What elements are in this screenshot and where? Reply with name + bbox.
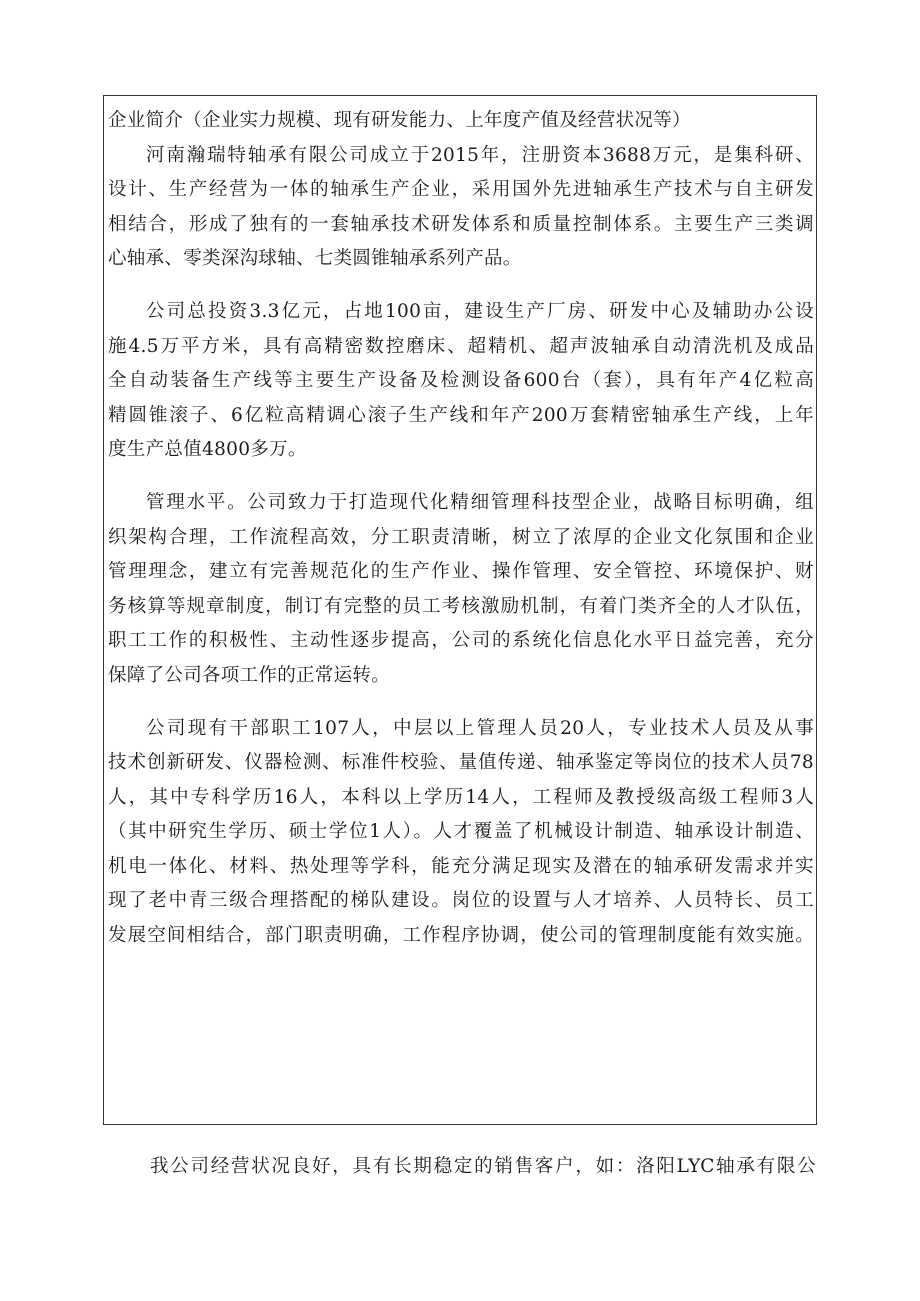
text-line: 技术创新研发、仪器检测、标准件校验、量值传递、轴承鉴定等岗位的技术人员78 [108,752,814,774]
text-line: 心轴承、零类深沟球轴、七类圆锥轴承系列产品。 [108,248,522,270]
text-line: （其中研究生学历、硕士学位1人）。人才覆盖了机械设计制造、轴承设计制造、 [108,821,814,843]
section-heading: 企业简介（企业实力规模、现有研发能力、上年度产值及经营状况等） [108,110,691,131]
text-line: 相结合，形成了独有的一套轴承技术研发体系和质量控制体系。主要生产三类调 [108,213,814,235]
text-line: 现了老中青三级合理搭配的梯队建设。岗位的设置与人才培养、人员特长、员工 [108,890,814,912]
text-line: 精圆锥滚子、6亿粒高精调心滚子生产线和年产200万套精密轴承生产线，上年 [108,404,814,426]
paragraph-investment [108,295,814,468]
text-line: 管理水平。公司致力于打造现代化精细管理科技型企业，战略目标明确，组 [146,491,814,513]
paragraph-management [108,486,814,694]
continuation-paragraph: 我公司经营状况良好，具有长期稳定的销售客户，如：洛阳LYC轴承有限公 [150,1156,816,1177]
text-line: 施4.5万平方米，具有高精密数控磨床、超精机、超声波轴承自动清洗机及成品 [108,335,814,357]
text-line: 保障了公司各项工作的正常运转。 [108,664,391,686]
text-line: 公司现有干部职工107人，中层以上管理人员20人，专业技术人员及从事 [146,717,814,739]
text-line: 全自动装备生产线等主要生产设备及检测设备600台（套），具有年产4亿粒高 [108,370,814,392]
text-line: 公司总投资3.3亿元，占地100亩，建设生产厂房、研发中心及辅助办公设 [146,300,814,322]
text-line: 务核算等规章制度，制订有完整的员工考核激励机制，有着门类齐全的人才队伍， [108,595,814,617]
company-profile-table-cell [103,95,817,1125]
text-line: 度生产总值4800多万。 [108,439,307,461]
text-line: 机电一体化、材料、热处理等学科，能充分满足现实及潜在的轴承研发需求并实 [108,855,814,877]
text-line: 管理理念，建立有完善规范化的生产作业、操作管理、安全管控、环境保护、财 [108,561,814,583]
text-line: 职工工作的积极性、主动性逐步提高，公司的系统化信息化水平日益完善，充分 [108,630,814,652]
paragraph-founding [108,139,814,277]
text-line: 发展空间相结合，部门职责明确，工作程序协调，使公司的管理制度能有效实施。 [108,925,814,947]
text-line: 人，其中专科学历16人，本科以上学历14人，工程师及教授级高级工程师3人 [108,786,814,808]
text-line: 设计、生产经营为一体的轴承生产企业，采用国外先进轴承生产技术与自主研发 [108,179,814,201]
text-line: 河南瀚瑞特轴承有限公司成立于2015年，注册资本3688万元，是集科研、 [146,144,814,166]
text-line: 织架构合理，工作流程高效，分工职责清晰，树立了浓厚的企业文化氛围和企业 [108,526,814,548]
paragraph-staff [108,712,814,954]
